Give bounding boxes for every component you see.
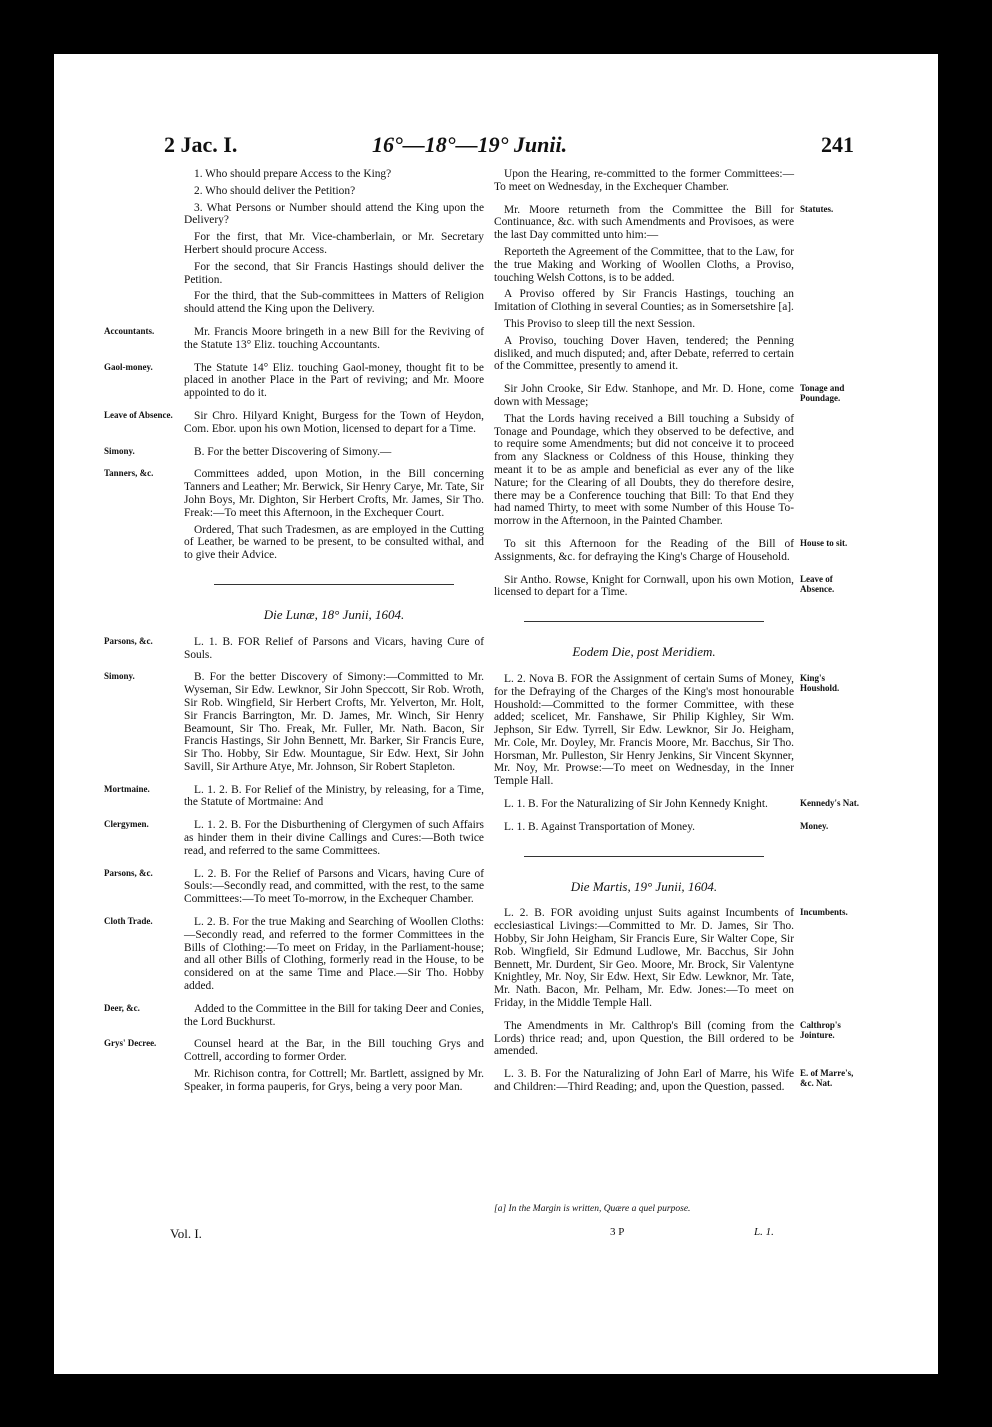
entry-text: B. For the better Discovering of Simony.— xyxy=(194,445,392,458)
journal-entry xyxy=(494,1019,841,1058)
catchword: L. 1. xyxy=(754,1226,774,1238)
entry-text: L. 2. B. For the true Making and Searching of Woollen Cloths:—Secondly read, and referred to the former Committees in the Bills of Clothing:—To meet on Friday, in the Parliament-house; and all other Bills of Clothing, formerly read in the House, to be considered on at the same Time and Place.—Sir Tho. Hobby added. xyxy=(184,916,484,993)
margin-note: Accountants. xyxy=(104,325,155,336)
journal-entry xyxy=(184,290,484,316)
right-column-entries-tuesday xyxy=(494,907,854,1094)
entry-text: 2. Who should deliver the Petition? xyxy=(194,184,356,197)
journal-entry xyxy=(104,468,484,519)
entry-text: Mr. Francis Moore bringeth in a new Bill for the Reviving of the Statute 13° Eliz. touching Accountants. xyxy=(184,325,484,351)
entry-text: Sir Chro. Hilyard Knight, Burgess for the Town of Heydon, Com. Ebor. upon his own Motion, licensed to depart for a Time. xyxy=(184,409,484,435)
journal-entry xyxy=(494,413,794,528)
journal-entry xyxy=(494,335,794,373)
volume-label: Vol. I. xyxy=(170,1226,202,1241)
margin-note: House to sit. xyxy=(800,537,848,548)
entry-text: 1. Who should prepare Access to the King? xyxy=(194,168,392,180)
entry-text: L. 2. B. FOR avoiding unjust Suits against Incumbents of ecclesiastical Livings:—Committed to Mr. D. James, Sir Tho. Hobby, Sir John Heigham, Sir Francis Eure, Sir Walter Cope, Sir Rob. Wingfield, Sir Edmund Ludlowe, Mr. Bacchus, Sir John Bennett, Mr. Durdent, Sir Geo. Moore, Mr. Brock, Sir Valentyne Knightley, Mr. Noy, Sir Edw. Hext, Sir Edw. Lewknor, Mr. Tate, Mr. Nath. Bacon, Mr. Pelham, Mr. Edw. Jones:—To meet on Friday, in the Middle Temple Hall. xyxy=(494,907,794,1010)
running-head-dates: 16°—18°—19° Junii. xyxy=(372,132,568,157)
journal-entry xyxy=(184,202,484,228)
journal-entry xyxy=(104,1002,484,1029)
journal-entry xyxy=(494,383,845,409)
entry-text: A Proviso, touching Dover Haven, tendered; the Penning disliked, and much disputed; and, after Debate, referred to certain of the Committee, presently to amend it. xyxy=(494,334,794,373)
journal-entry xyxy=(184,168,484,181)
margin-note: Leave of Absence. xyxy=(104,409,173,420)
margin-note: Mortmaine. xyxy=(104,783,150,794)
section-rule xyxy=(524,621,764,622)
footnote: [a] In the Margin is written, Quære a quel purpose. xyxy=(494,1204,691,1214)
entry-text: The Amendments in Mr. Calthrop's Bill (coming from the Lords) thrice read; and, upon Question, the Bill ordered to be amended. xyxy=(494,1019,794,1058)
page-number: 241 xyxy=(821,132,854,157)
entry-text: Counsel heard at the Bar, in the Bill touching Grys and Cottrell, according to former Order. xyxy=(184,1038,484,1064)
right-column xyxy=(494,168,860,1098)
journal-entry xyxy=(104,1038,484,1064)
signature-mark: 3 P xyxy=(610,1226,625,1238)
right-column-entries xyxy=(494,168,848,599)
entry-text: A Proviso offered by Sir Francis Hastings, touching an Imitation of Clothing in several Counties; as in Somersetshire [a]. xyxy=(494,288,794,314)
entry-text: Committees added, upon Motion, in the Bill concerning Tanners and Leather; Mr. Berwick, Sir Henry Carye, Mr. Tate, Sir John Boys, Mr. Dighton, Sir Herbert Crofts, Mr. James, Sir Tho. Freak:—To meet this Afternoon, in the Exchequer Court. xyxy=(184,468,484,519)
margin-note: Tonage and Poundage. xyxy=(800,383,845,404)
left-column-entries-monday xyxy=(104,635,484,1094)
entry-text: Reporteth the Agreement of the Committee, that to the Law, for the true Making and Working of Woollen Cloths, a Proviso, touching Welsh Cottons, is to be added. xyxy=(494,245,794,284)
margin-note: King's Houshold. xyxy=(800,672,840,693)
margin-note: Statutes. xyxy=(800,203,834,214)
journal-entry xyxy=(104,671,484,773)
margin-note: Kennedy's Nat. xyxy=(800,798,860,809)
margin-note: Tanners, &c. xyxy=(104,468,154,479)
journal-entry xyxy=(494,318,794,331)
section-rule xyxy=(524,856,764,857)
journal-page xyxy=(54,54,938,1374)
journal-entry xyxy=(104,409,484,436)
margin-note: Clergymen. xyxy=(104,819,149,830)
journal-entry xyxy=(184,261,484,287)
entry-text: Mr. Richison contra, for Cottrell; Mr. Bartlett, assigned by Mr. Speaker, in forma pauperis, for Grys, being a very poor Man. xyxy=(184,1068,484,1093)
journal-entry xyxy=(184,524,484,562)
margin-note: Parsons, &c. xyxy=(104,635,153,646)
journal-entry xyxy=(494,537,848,564)
journal-entry xyxy=(104,325,484,352)
journal-entry xyxy=(494,672,840,788)
journal-entry xyxy=(494,168,794,194)
entry-text: Added to the Committee in the Bill for taking Deer and Conies, the Lord Buckhurst. xyxy=(184,1002,484,1028)
journal-entry xyxy=(104,867,484,906)
entry-text: Upon the Hearing, re-committed to the former Committees:—To meet on Wednesday, in the Exchequer Chamber. xyxy=(494,168,794,193)
entry-text: For the first, that Mr. Vice-chamberlain, or Mr. Secretary Herbert should procure Access. xyxy=(184,231,484,256)
margin-note: Incumbents. xyxy=(800,907,848,918)
running-head-left: 2 Jac. I. xyxy=(164,132,238,157)
entry-text: That the Lords having received a Bill touching a Subsidy of Tonage and Poundage, which they observed to be defective, and to require some Amendments; but did not conceive it to proceed from any Slackness or Coldness of this House, thinking they meant it to be as ample and beneficial as ever any of the like Nature; for the Clearing of all Doubts, they do therefore desire, there may be a Conference touching that Bill: To that End they had named Thirty, to meet with some Number of this House To-morrow in the Afternoon, in the Painted Chamber. xyxy=(494,412,794,528)
margin-note: Leave of Absence. xyxy=(800,573,835,594)
journal-entry xyxy=(494,246,794,284)
margin-note: E. of Marre's, &c. Nat. xyxy=(800,1068,854,1089)
margin-note: Simony. xyxy=(104,671,135,682)
margin-note: Deer, &c. xyxy=(104,1002,140,1013)
page-header xyxy=(164,132,854,162)
journal-entry xyxy=(104,916,484,993)
entry-text: L. 3. B. For the Naturalizing of John Earl of Marre, his Wife and Children:—Third Reading; and, upon the Question, passed. xyxy=(494,1068,794,1094)
entry-text: B. For the better Discovery of Simony:—Committed to Mr. Wyseman, Sir Edw. Lewknor, Sir John Speccott, Sir Rob. Wroth, Sir Rob. Wingfield, Sir Herbert Crofts, Mr. Yelverton, Mr. Holt, Sir Francis Barrington, Mr. D. James, Mr. Winch, Sir Henry Beamount, Sir Tho. Freak, Mr. Fuller, Mr. Nath. Bacon, Sir Francis Hastings, Sir John Bennett, Mr. Barker, Sir Francis Eure, Sir Tho. Hobby, Sir Edw. Mountague, Sir Edw. Hext, Sir John Savill, Sir Arthure Atye, Mr. Johnson, Sir Robert Stapleton. xyxy=(184,671,484,773)
journal-entry xyxy=(494,203,834,242)
margin-note: Parsons, &c. xyxy=(104,867,153,878)
entry-text: Sir Antho. Rowse, Knight for Cornwall, upon his own Motion, licensed to depart for a Time. xyxy=(494,573,794,599)
entry-text: L. 1. 2. B. For the Disburthening of Clergymen of such Affairs as hinder them in their divine Callings and Cures:—Both twice read, and referred to the same Committees. xyxy=(184,819,484,857)
journal-entry xyxy=(184,231,484,257)
entry-text: L. 1. B. Against Transportation of Money. xyxy=(504,820,696,833)
journal-entry xyxy=(494,573,835,600)
journal-entry xyxy=(494,907,848,1010)
margin-note: Simony. xyxy=(104,445,135,456)
journal-entry xyxy=(104,783,484,810)
margin-note: Money. xyxy=(800,820,829,831)
journal-entry xyxy=(104,445,484,459)
entry-text: L. 2. Nova B. FOR the Assignment of certain Sums of Money, for the Defraying of the Charges of the King's most honourable Houshold:—Committed to the former Committee, with these added; scelicet, Mr. Fanshawe, Sir Philip Kighley, Sir Wm. Jephson, Sir Edw. Tyrrell, Sir Edw. Lewknor, Sir Jo. Heigham, Mr. Cole, Mr. Doyley, Mr. Francis Moore, Mr. Bacchus, Sir Tho. Horsman, Mr. Pulleston, Sir Henry Jenkins, Sir Vincent Skynner, Mr. Noy, Mr. Prowse:—To meet on Wednesday, in the Inner Temple Hall. xyxy=(494,672,794,788)
entry-text: L. 1. B. For the Naturalizing of Sir John Kennedy Knight. xyxy=(504,798,768,811)
section-rule xyxy=(214,584,454,585)
margin-note: Grys' Decree. xyxy=(104,1038,157,1049)
entry-text: To sit this Afternoon for the Reading of the Bill of Assignments, &c. for defraying the King's Charge of Household. xyxy=(494,537,794,563)
day-heading-monday: Die Lunæ, 18° Junii, 1604. xyxy=(263,606,405,622)
margin-note: Calthrop's Jointure. xyxy=(800,1019,841,1040)
journal-entry xyxy=(494,798,860,811)
journal-entry xyxy=(104,361,484,400)
entry-text: 3. What Persons or Number should attend the King upon the Delivery? xyxy=(184,201,484,227)
entry-text: For the second, that Sir Francis Hastings should deliver the Petition. xyxy=(184,260,484,286)
entry-text: This Proviso to sleep till the next Session. xyxy=(504,317,696,330)
journal-entry xyxy=(494,1068,854,1094)
left-column-entries xyxy=(104,168,484,562)
entry-text: L. 1. 2. B. For Relief of the Ministry, by releasing, for a Time, the Statute of Mortmaine: And xyxy=(184,783,484,809)
margin-note: Gaol-money. xyxy=(104,361,153,372)
margin-note: Cloth Trade. xyxy=(104,916,153,927)
entry-text: Sir John Crooke, Sir Edw. Stanhope, and Mr. D. Hone, come down with Message; xyxy=(494,383,794,408)
entry-text: L. 1. B. FOR Relief of Parsons and Vicars, having Cure of Souls. xyxy=(184,635,484,661)
journal-entry xyxy=(104,635,484,662)
entry-text: L. 2. B. For the Relief of Parsons and Vicars, having Cure of Souls:—Secondly read, and committed, with the rest, to the same Committees:—To meet To-morrow, in the Exchequer Chamber. xyxy=(184,867,484,906)
entry-text: For the third, that the Sub-committees in Matters of Religion should attend the King upon the Delivery. xyxy=(184,290,484,316)
journal-entry xyxy=(104,819,484,857)
entry-text: The Statute 14° Eliz. touching Gaol-money, thought fit to be placed in another Place in the Part of reviving; and Mr. Moore appointed to do it. xyxy=(184,361,484,400)
journal-entry xyxy=(494,288,794,314)
day-heading-tuesday: Die Martis, 19° Junii, 1604. xyxy=(570,878,718,894)
journal-entry xyxy=(494,820,829,834)
left-column xyxy=(104,168,484,1098)
day-heading-afternoon: Eodem Die, post Meridiem. xyxy=(572,644,716,660)
journal-entry xyxy=(184,1068,484,1094)
entry-text: Mr. Moore returneth from the Committee the Bill for Continuance, &c. with such Amendments and Provisoes, as were the last Day committed unto him:— xyxy=(494,203,794,242)
entry-text: Ordered, That such Tradesmen, as are employed in the Cutting of Leather, be warned to be present, to be consulted withal, and to give their Advice. xyxy=(184,523,484,562)
right-column-entries-afternoon xyxy=(494,672,860,834)
journal-entry xyxy=(184,185,484,198)
